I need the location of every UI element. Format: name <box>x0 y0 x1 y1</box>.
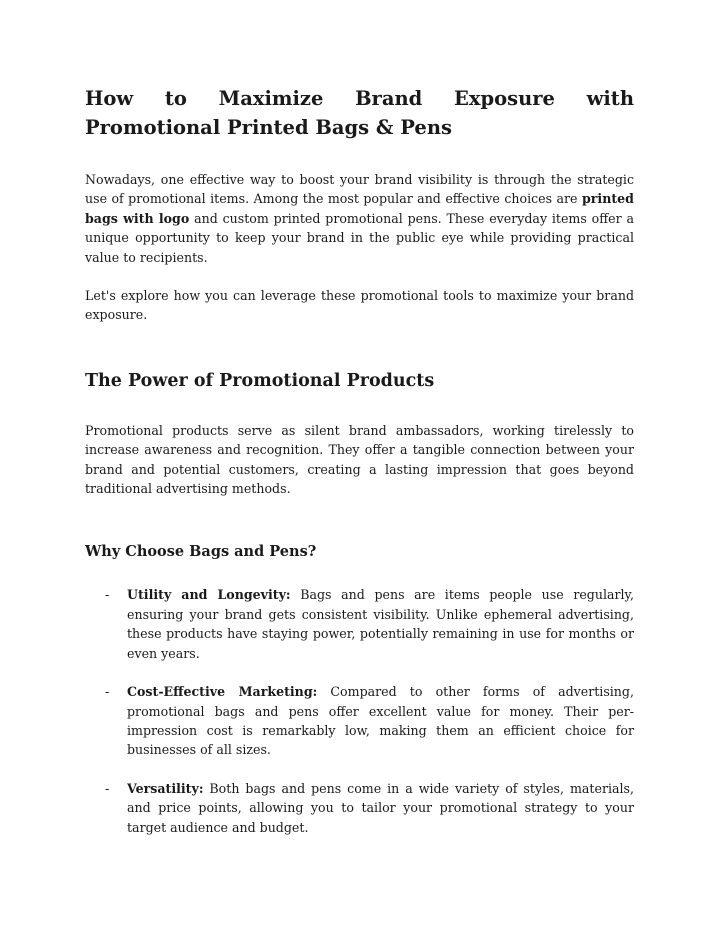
intro-text-before: Nowadays, one effective way to boost your brand visibility is through the strategic use of promotional items. Among the most popular and effective choices are <box>85 172 634 207</box>
intro-paragraph <box>85 170 634 267</box>
page-title: How to Maximize Brand Exposure with Promotional Printed Bags & Pens <box>85 87 634 139</box>
list-item <box>85 682 634 760</box>
bullet-dash: - <box>105 587 110 603</box>
bullet-dash: - <box>105 780 110 796</box>
subsection-heading-why: Why Choose Bags and Pens? <box>85 543 317 561</box>
explore-paragraph: Let's explore how you can leverage these promotional tools to maximize your brand exposure. <box>85 288 634 323</box>
list-item-text <box>127 779 634 837</box>
list-item-label: Cost-Effective Marketing: <box>127 684 318 700</box>
reasons-list <box>85 585 634 836</box>
list-item-text <box>127 682 634 760</box>
list-item <box>85 779 634 837</box>
list-item-text <box>127 585 634 663</box>
intro-text-after: and custom printed promotional pens. These everyday items offer a unique opportunity to keep your brand in the public eye while providing practical value to recipients. <box>85 210 634 265</box>
section-heading-power: The Power of Promotional Products <box>85 370 435 391</box>
intro-bold-keyword: printed bags with logo <box>85 191 634 226</box>
list-item <box>85 585 634 663</box>
list-item-body: Both bags and pens come in a wide variety of styles, materials, and price points, allowing you to tailor your promotional strategy to your target audience and budget. <box>127 780 634 835</box>
power-paragraph: Promotional products serve as silent brand ambassadors, working tirelessly to increase awareness and recognition. They offer a tangible connection between your brand and potential customers, creating a lasting impression that goes beyond traditional advertising methods. <box>85 422 634 497</box>
document-page <box>85 84 634 856</box>
list-item-body: Bags and pens are items people use regularly, ensuring your brand gets consistent visibility. Unlike ephemeral advertising, these products have staying power, potentially remaining in use for months or even years. <box>127 587 634 661</box>
bullet-dash: - <box>105 684 110 700</box>
list-item-label: Utility and Longevity: <box>127 587 291 603</box>
list-item-body: Compared to other forms of advertising, promotional bags and pens offer excellent value for money. Their per-impression cost is remarkably low, making them an efficient choice for businesses of all sizes. <box>127 684 634 758</box>
list-item-label: Versatility: <box>127 780 204 796</box>
